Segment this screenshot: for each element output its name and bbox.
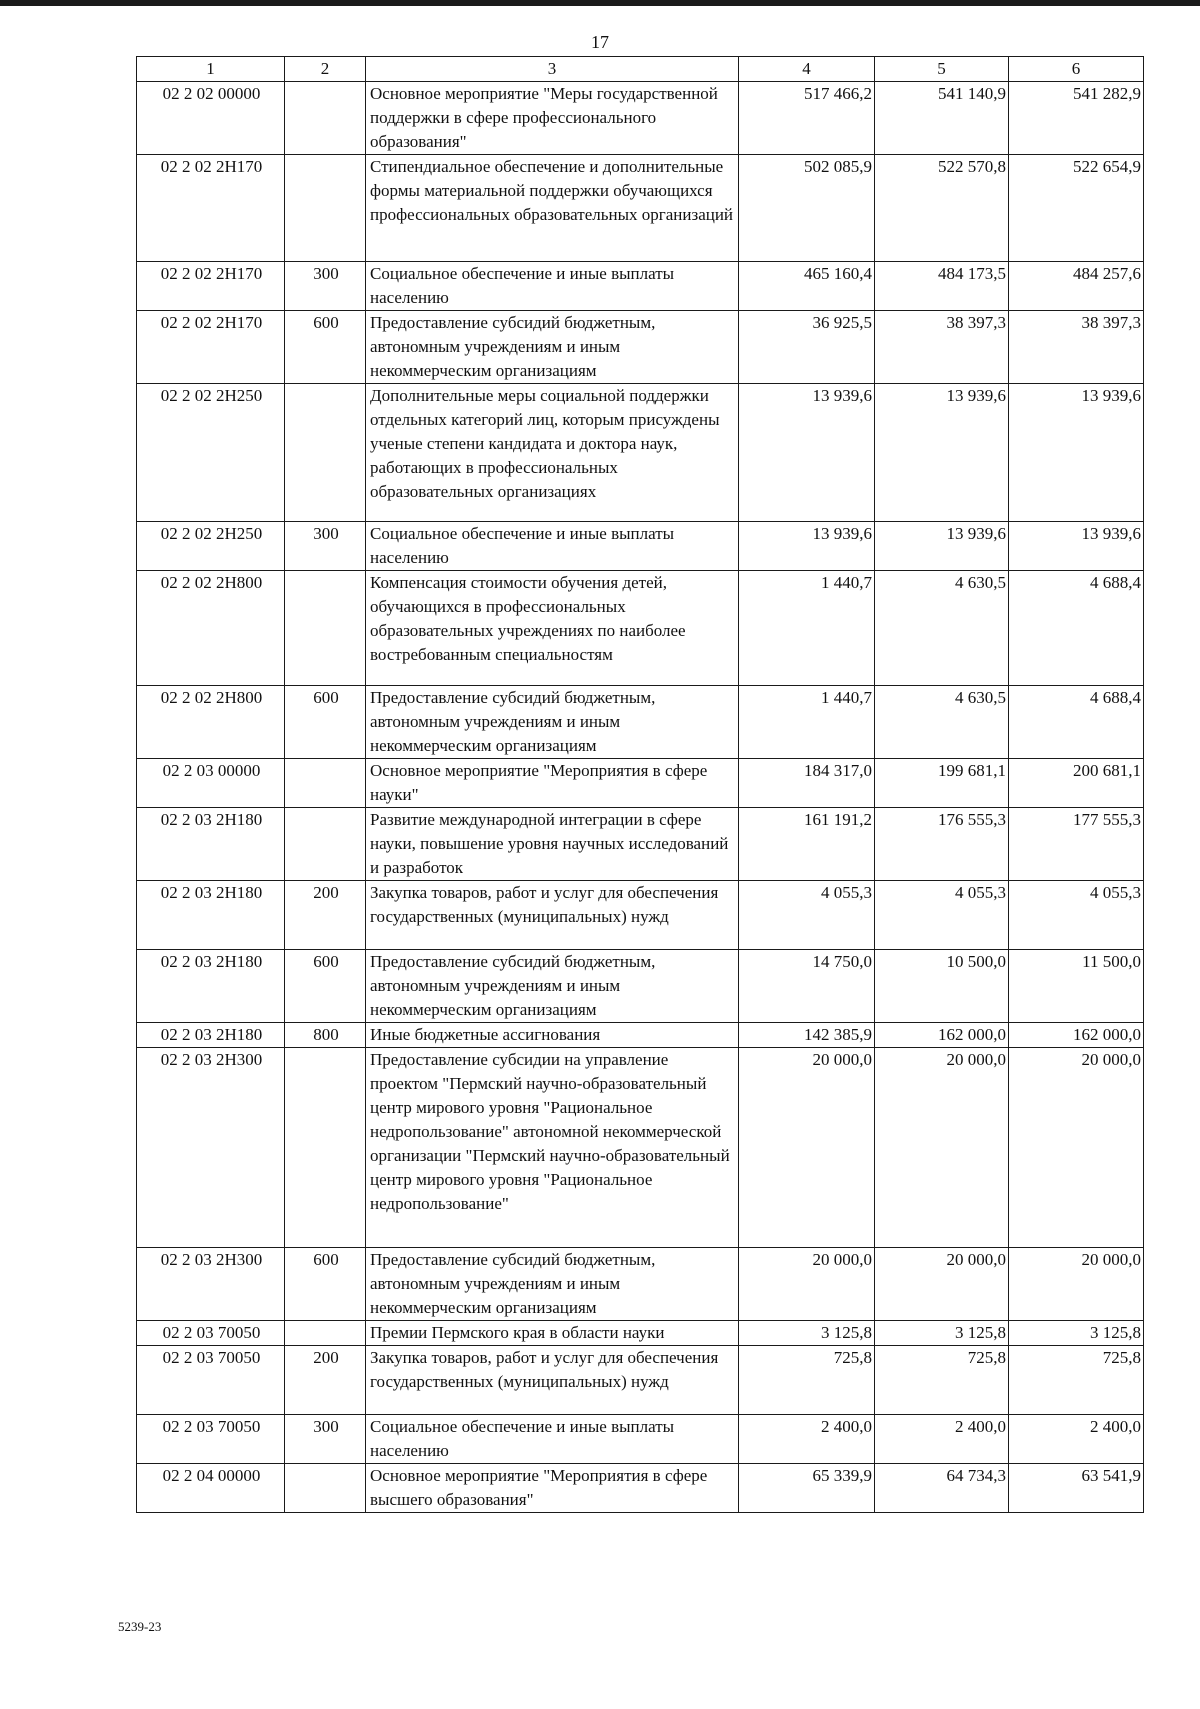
document-code: 5239-23 xyxy=(118,1619,162,1634)
cell-value-4: 2 400,0 xyxy=(739,1415,875,1464)
cell-name: Предоставление субсидий бюджетным, автономным учреждениям и иным некоммерческим организациям xyxy=(366,1248,739,1321)
cell-name: Стипендиальное обеспечение и дополнительные формы материальной поддержки обучающихся профессиональных образовательных организаций xyxy=(366,155,739,262)
cell-value-6: 484 257,6 xyxy=(1009,262,1144,311)
cell-value-5: 725,8 xyxy=(875,1346,1009,1415)
table-row xyxy=(137,262,1144,311)
cell-name: Закупка товаров, работ и услуг для обеспечения государственных (муниципальных) нужд xyxy=(366,1346,739,1415)
cell-value-6: 4 688,4 xyxy=(1009,571,1144,686)
cell-value-4: 65 339,9 xyxy=(739,1464,875,1513)
cell-name: Предоставление субсидии на управление проектом "Пермский научно-образовательный центр мирового уровня "Рациональное недропользование" автономной некоммерческой организации "Пермский научно-образовательный центр мирового уровня "Рациональное недропользование" xyxy=(366,1048,739,1248)
cell-expense-type xyxy=(285,808,366,881)
cell-value-5: 20 000,0 xyxy=(875,1248,1009,1321)
cell-value-4: 14 750,0 xyxy=(739,950,875,1023)
cell-code: 02 2 02 2Н250 xyxy=(137,384,285,522)
cell-value-4: 142 385,9 xyxy=(739,1023,875,1048)
table-row xyxy=(137,950,1144,1023)
cell-value-6: 4 055,3 xyxy=(1009,881,1144,950)
cell-value-5: 10 500,0 xyxy=(875,950,1009,1023)
cell-value-4: 502 085,9 xyxy=(739,155,875,262)
cell-value-6: 13 939,6 xyxy=(1009,384,1144,522)
column-header-4: 4 xyxy=(739,57,875,82)
cell-value-5: 199 681,1 xyxy=(875,759,1009,808)
cell-code: 02 2 03 70050 xyxy=(137,1346,285,1415)
cell-code: 02 2 03 2Н180 xyxy=(137,1023,285,1048)
cell-expense-type: 200 xyxy=(285,1346,366,1415)
table-row xyxy=(137,1346,1144,1415)
cell-value-6: 522 654,9 xyxy=(1009,155,1144,262)
table-row xyxy=(137,384,1144,522)
cell-value-5: 3 125,8 xyxy=(875,1321,1009,1346)
cell-value-6: 4 688,4 xyxy=(1009,686,1144,759)
cell-name: Социальное обеспечение и иные выплаты населению xyxy=(366,262,739,311)
table-row xyxy=(137,1248,1144,1321)
cell-value-5: 522 570,8 xyxy=(875,155,1009,262)
cell-code: 02 2 03 70050 xyxy=(137,1321,285,1346)
cell-expense-type xyxy=(285,155,366,262)
cell-expense-type xyxy=(285,571,366,686)
cell-code: 02 2 03 2Н300 xyxy=(137,1248,285,1321)
cell-name: Премии Пермского края в области науки xyxy=(366,1321,739,1346)
cell-value-6: 162 000,0 xyxy=(1009,1023,1144,1048)
cell-value-5: 484 173,5 xyxy=(875,262,1009,311)
cell-code: 02 2 02 2Н800 xyxy=(137,686,285,759)
cell-value-5: 13 939,6 xyxy=(875,384,1009,522)
cell-name: Основное мероприятие "Меры государственной поддержки в сфере профессионального образования" xyxy=(366,82,739,155)
cell-name: Социальное обеспечение и иные выплаты населению xyxy=(366,1415,739,1464)
cell-value-5: 176 555,3 xyxy=(875,808,1009,881)
table-row xyxy=(137,881,1144,950)
cell-name: Компенсация стоимости обучения детей, обучающихся в профессиональных образовательных учреждениях по наиболее востребованным специальностям xyxy=(366,571,739,686)
table-row xyxy=(137,1023,1144,1048)
cell-code: 02 2 02 2Н170 xyxy=(137,155,285,262)
cell-expense-type: 600 xyxy=(285,686,366,759)
column-header-1: 1 xyxy=(137,57,285,82)
cell-value-5: 541 140,9 xyxy=(875,82,1009,155)
cell-value-5: 162 000,0 xyxy=(875,1023,1009,1048)
cell-code: 02 2 04 00000 xyxy=(137,1464,285,1513)
table-header-row xyxy=(137,57,1144,82)
cell-expense-type: 600 xyxy=(285,1248,366,1321)
cell-value-6: 541 282,9 xyxy=(1009,82,1144,155)
cell-value-6: 2 400,0 xyxy=(1009,1415,1144,1464)
cell-value-6: 11 500,0 xyxy=(1009,950,1144,1023)
cell-name: Основное мероприятие "Мероприятия в сфере науки" xyxy=(366,759,739,808)
table-row xyxy=(137,808,1144,881)
cell-value-6: 20 000,0 xyxy=(1009,1248,1144,1321)
cell-value-4: 13 939,6 xyxy=(739,522,875,571)
cell-value-4: 3 125,8 xyxy=(739,1321,875,1346)
cell-value-4: 4 055,3 xyxy=(739,881,875,950)
cell-code: 02 2 03 2Н180 xyxy=(137,808,285,881)
cell-value-6: 20 000,0 xyxy=(1009,1048,1144,1248)
cell-value-4: 517 466,2 xyxy=(739,82,875,155)
cell-expense-type xyxy=(285,384,366,522)
cell-name: Предоставление субсидий бюджетным, автономным учреждениям и иным некоммерческим организациям xyxy=(366,950,739,1023)
cell-expense-type: 600 xyxy=(285,950,366,1023)
cell-expense-type xyxy=(285,1464,366,1513)
cell-value-5: 38 397,3 xyxy=(875,311,1009,384)
cell-expense-type: 800 xyxy=(285,1023,366,1048)
cell-value-4: 1 440,7 xyxy=(739,686,875,759)
cell-value-6: 63 541,9 xyxy=(1009,1464,1144,1513)
cell-expense-type xyxy=(285,82,366,155)
cell-name: Развитие международной интеграции в сфере науки, повышение уровня научных исследований и разработок xyxy=(366,808,739,881)
cell-name: Социальное обеспечение и иные выплаты населению xyxy=(366,522,739,571)
cell-value-4: 36 925,5 xyxy=(739,311,875,384)
cell-value-6: 38 397,3 xyxy=(1009,311,1144,384)
table-row xyxy=(137,1048,1144,1248)
cell-name: Основное мероприятие "Мероприятия в сфере высшего образования" xyxy=(366,1464,739,1513)
cell-expense-type: 600 xyxy=(285,311,366,384)
cell-code: 02 2 02 2Н250 xyxy=(137,522,285,571)
cell-name: Предоставление субсидий бюджетным, автономным учреждениям и иным некоммерческим организациям xyxy=(366,686,739,759)
cell-name: Предоставление субсидий бюджетным, автономным учреждениям и иным некоммерческим организациям xyxy=(366,311,739,384)
cell-name: Закупка товаров, работ и услуг для обеспечения государственных (муниципальных) нужд xyxy=(366,881,739,950)
table-row xyxy=(137,1464,1144,1513)
page-number: 17 xyxy=(591,32,609,52)
cell-value-4: 1 440,7 xyxy=(739,571,875,686)
cell-code: 02 2 02 2Н170 xyxy=(137,311,285,384)
table-row xyxy=(137,1321,1144,1346)
table-row xyxy=(137,311,1144,384)
cell-value-6: 725,8 xyxy=(1009,1346,1144,1415)
cell-name: Иные бюджетные ассигнования xyxy=(366,1023,739,1048)
cell-code: 02 2 03 2Н180 xyxy=(137,950,285,1023)
cell-value-5: 4 055,3 xyxy=(875,881,1009,950)
cell-expense-type: 300 xyxy=(285,522,366,571)
cell-expense-type xyxy=(285,1321,366,1346)
table-row xyxy=(137,155,1144,262)
cell-code: 02 2 02 2Н800 xyxy=(137,571,285,686)
cell-value-5: 13 939,6 xyxy=(875,522,1009,571)
cell-expense-type: 300 xyxy=(285,262,366,311)
cell-value-4: 20 000,0 xyxy=(739,1248,875,1321)
table-row xyxy=(137,1415,1144,1464)
cell-value-5: 20 000,0 xyxy=(875,1048,1009,1248)
column-header-2: 2 xyxy=(285,57,366,82)
cell-code: 02 2 03 00000 xyxy=(137,759,285,808)
table-row xyxy=(137,686,1144,759)
budget-table xyxy=(136,56,1144,1513)
cell-expense-type: 200 xyxy=(285,881,366,950)
cell-expense-type xyxy=(285,759,366,808)
cell-value-4: 725,8 xyxy=(739,1346,875,1415)
cell-value-6: 13 939,6 xyxy=(1009,522,1144,571)
cell-value-4: 184 317,0 xyxy=(739,759,875,808)
table-row xyxy=(137,759,1144,808)
table-row xyxy=(137,571,1144,686)
cell-value-5: 2 400,0 xyxy=(875,1415,1009,1464)
cell-value-4: 465 160,4 xyxy=(739,262,875,311)
column-header-5: 5 xyxy=(875,57,1009,82)
cell-value-6: 177 555,3 xyxy=(1009,808,1144,881)
cell-value-5: 4 630,5 xyxy=(875,571,1009,686)
table-row xyxy=(137,522,1144,571)
cell-value-5: 4 630,5 xyxy=(875,686,1009,759)
cell-name: Дополнительные меры социальной поддержки отдельных категорий лиц, которым присуждены ученые степени кандидата и доктора наук, работающих в профессиональных образовательных организациях xyxy=(366,384,739,522)
cell-value-6: 200 681,1 xyxy=(1009,759,1144,808)
cell-code: 02 2 03 70050 xyxy=(137,1415,285,1464)
column-header-3: 3 xyxy=(366,57,739,82)
cell-code: 02 2 03 2Н180 xyxy=(137,881,285,950)
cell-value-4: 20 000,0 xyxy=(739,1048,875,1248)
cell-value-4: 13 939,6 xyxy=(739,384,875,522)
cell-value-5: 64 734,3 xyxy=(875,1464,1009,1513)
column-header-6: 6 xyxy=(1009,57,1144,82)
cell-code: 02 2 03 2Н300 xyxy=(137,1048,285,1248)
cell-expense-type xyxy=(285,1048,366,1248)
cell-expense-type: 300 xyxy=(285,1415,366,1464)
cell-value-6: 3 125,8 xyxy=(1009,1321,1144,1346)
cell-code: 02 2 02 00000 xyxy=(137,82,285,155)
table-row xyxy=(137,82,1144,155)
cell-value-4: 161 191,2 xyxy=(739,808,875,881)
page-top-border xyxy=(0,0,1200,6)
cell-code: 02 2 02 2Н170 xyxy=(137,262,285,311)
